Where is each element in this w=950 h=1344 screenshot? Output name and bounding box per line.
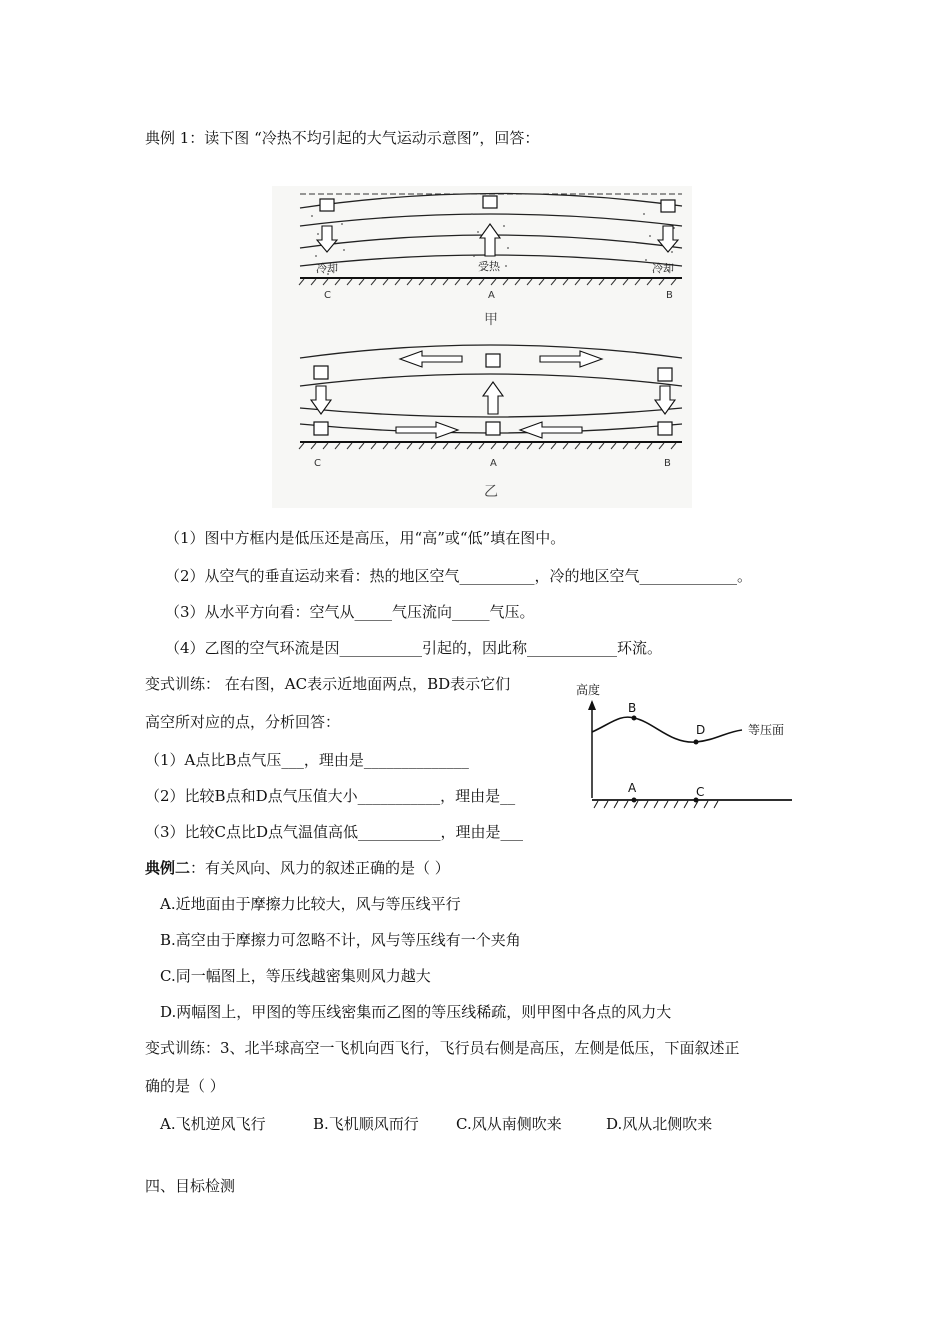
graph-y-label: 高度: [576, 683, 601, 697]
example2-option-a: A.近地面由于摩擦力比较大，风与等压线平行: [160, 895, 461, 913]
example2-title: 典例二: [145, 859, 191, 877]
caption-jia: 甲: [484, 312, 498, 328]
point-c-bottom: C: [314, 458, 321, 469]
example2-option-d: D.两幅图上，甲图的等压线密集而乙图的等压线稀疏，则甲图中各点的风力大: [160, 1003, 672, 1021]
example1-question-3: （3）从水平方向看：空气从_____气压流向_____气压。: [165, 603, 535, 621]
thermal-circulation-figure: [272, 186, 692, 508]
variant2-option-d: D.风从北侧吹来: [606, 1115, 713, 1133]
variant2-option-c: C.风从南侧吹来: [456, 1115, 562, 1133]
point-b-bottom: B: [664, 458, 671, 469]
variant2-stem-line1: 变式训练：3、北半球高空一飞机向西飞行，飞行员右侧是高压，左侧是低压，下面叙述正: [145, 1039, 740, 1057]
example2-stem: [145, 858, 450, 878]
example1-question-2: （2）从空气的垂直运动来看：热的地区空气__________，冷的地区空气_____________。: [165, 567, 753, 585]
point-b-top: B: [666, 290, 673, 301]
variant1-intro-line1: 变式训练： 在右图，AC表示近地面两点，BD表示它们: [145, 675, 511, 693]
example1-question-4: （4）乙图的空气环流是因___________引起的，因此称____________环流。: [165, 639, 663, 657]
example2-option-b: B.高空由于摩擦力可忽略不计，风与等压线有一个夹角: [160, 931, 521, 949]
section4-title: 四、目标检测: [145, 1177, 236, 1195]
example2-option-c: C.同一幅图上，等压线越密集则风力越大: [160, 967, 431, 985]
graph-point-c: C: [696, 785, 705, 799]
point-a-bottom: A: [490, 458, 497, 469]
point-c-top: C: [324, 290, 331, 301]
variant2-stem-line2: 确的是（ ）: [145, 1077, 225, 1095]
variant1-question-1: （1）A点比B点气压___，理由是______________: [145, 751, 469, 769]
variant1-intro-line2: 高空所对应的点，分析回答：: [145, 713, 341, 731]
example1-question-1: （1）图中方框内是低压还是高压，用“高”或“低”填在图中。: [165, 529, 566, 547]
graph-curve-label: 等压面: [748, 723, 785, 737]
y-axis-arrow-icon: [588, 700, 596, 710]
label-cool-right: 冷却: [652, 262, 674, 275]
example2-stem-text: ：有关风向、风力的叙述正确的是（ ）: [190, 859, 450, 877]
example1-intro: 典例 1：读下图 “冷热不均引起的大气运动示意图”，回答：: [145, 129, 540, 147]
variant1-question-3: （3）比较C点比D点气温值高低___________，理由是___: [145, 823, 524, 841]
graph-point-a: A: [628, 781, 637, 795]
graph-point-b: B: [628, 701, 637, 715]
label-heat: 受热: [478, 260, 500, 273]
variant2-option-a: A.飞机逆风飞行: [160, 1115, 266, 1133]
variant1-question-2: （2）比较B点和D点气压值大小___________，理由是__: [145, 787, 516, 805]
graph-point-d: D: [696, 723, 706, 737]
point-a-top: A: [488, 290, 495, 301]
isobaric-surface-graph: [570, 680, 800, 820]
caption-yi: 乙: [484, 484, 498, 500]
variant2-option-b: B.飞机顺风而行: [313, 1115, 419, 1133]
label-cool-left: 冷却: [316, 262, 338, 275]
